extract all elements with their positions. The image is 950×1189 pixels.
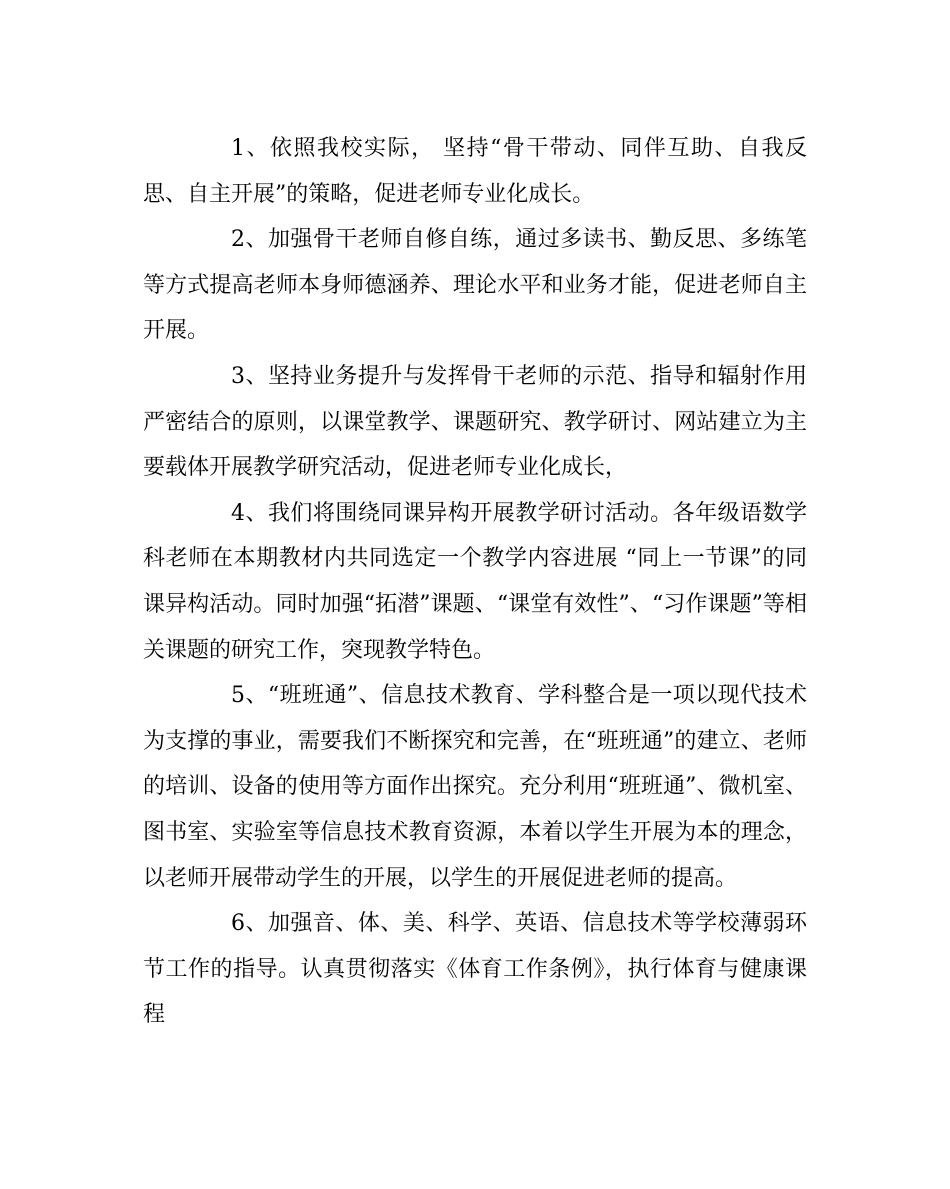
- paragraph-3: 3、坚持业务提升与发挥骨干老师的示范、指导和辐射作用严密结合的原则，以课堂教学、课题研究、教学研讨、网站建立为主要载体开展教学研究活动，促进老师专业化成长，: [143, 363, 807, 481]
- paragraph-1: 1、依照我校实际， 坚持“骨干带动、同伴互助、自我反思、自主开展”的策略，促进老师专业化成长。: [143, 136, 807, 207]
- paragraph-5: 5、“班班通”、信息技术教育、学科整合是一项以现代技术为支撑的事业，需要我们不断探究和完善，在“班班通”的建立、老师的培训、设备的使用等方面作出探究。充分利用“班班通”、微机室、图书室、实验室等信息技术教育资源，本着以学生开展为本的理念，以老师开展带动学生的开展，以学生的开展促进老师的提高。: [143, 683, 807, 891]
- paragraph-4: 4、我们将围绕同课异构开展教学研讨活动。各年级语数学科老师在本期教材内共同选定一个教学内容进展 “同上一节课”的同课异构活动。同时加强“拓潜”课题、“课堂有效性”、“习作课题”等相关课题的研究工作，突现教学特色。: [143, 500, 807, 663]
- paragraph-6: 6、加强音、体、美、科学、英语、信息技术等学校薄弱环节工作的指导。认真贯彻落实《体育工作条例》，执行体育与健康课程: [143, 911, 807, 1028]
- paragraph-2: 2、加强骨干老师自修自练，通过多读书、勤反思、多练笔等方式提高老师本身师德涵养、理论水平和业务才能，促进老师自主开展。: [143, 227, 807, 344]
- document-body: [143, 126, 807, 1038]
